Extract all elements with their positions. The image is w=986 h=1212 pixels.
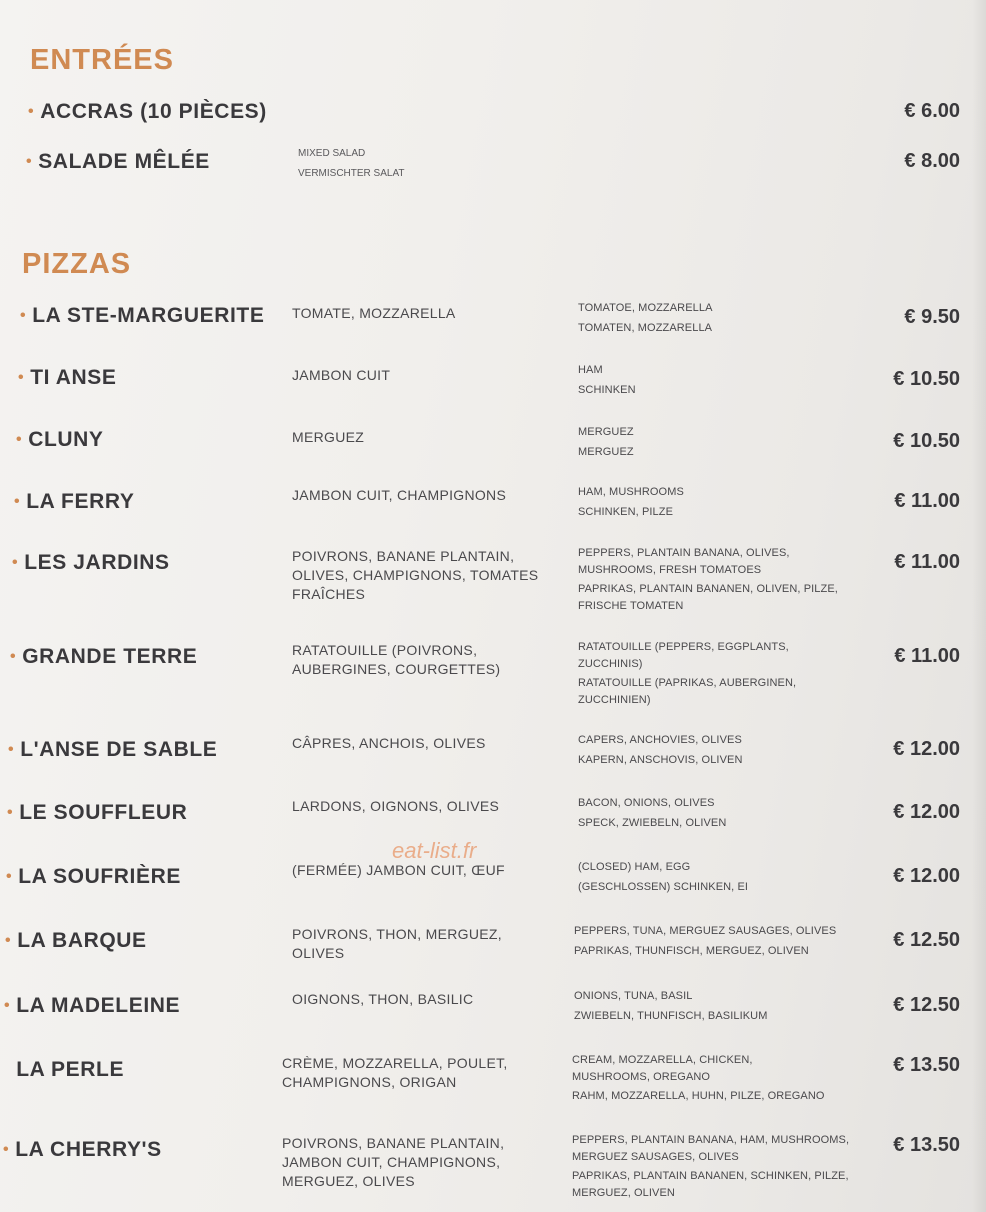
item-en: BACON, ONIONS, OLIVES xyxy=(578,797,715,809)
bullet-icon: • xyxy=(7,804,14,821)
item-name: LA CHERRY'S xyxy=(15,1138,162,1161)
item-name: ACCRAS (10 PIÈCES) xyxy=(40,100,267,123)
item-name: SALADE MÊLÉE xyxy=(38,150,210,173)
item-fr: POIVRONS, BANANE PLANTAIN, OLIVES, CHAMPIGNONS, TOMATES FRAÎCHES xyxy=(292,548,539,602)
item-name: LA PERLE xyxy=(16,1058,125,1081)
item-price: € 11.00 xyxy=(894,551,960,573)
bullet-icon: • xyxy=(12,554,19,571)
item-de: PAPRIKAS, PLANTAIN BANANEN, OLIVEN, PILZE, FRISCHE TOMATEN xyxy=(578,583,838,612)
bullet-icon: • xyxy=(10,648,17,665)
item-en: CAPERS, ANCHOVIES, OLIVES xyxy=(578,734,742,746)
item-fr: TOMATE, MOZZARELLA xyxy=(292,305,456,321)
bullet-icon: • xyxy=(26,153,33,170)
item-fr: POIVRONS, BANANE PLANTAIN, JAMBON CUIT, CHAMPIGNONS, MERGUEZ, OLIVES xyxy=(282,1135,505,1189)
item-en: TOMATOE, MOZZARELLA xyxy=(578,302,713,314)
bullet-icon: • xyxy=(8,741,15,758)
item-en: PEPPERS, TUNA, MERGUEZ SAUSAGES, OLIVES xyxy=(574,925,837,937)
item-price: € 13.50 xyxy=(893,1134,960,1156)
item-de: SPECK, ZWIEBELN, OLIVEN xyxy=(578,817,727,829)
item-fr: POIVRONS, THON, MERGUEZ, OLIVES xyxy=(292,926,502,961)
item-name: LES JARDINS xyxy=(24,551,170,574)
item-de: (GESCHLOSSEN) SCHINKEN, EI xyxy=(578,881,749,893)
item-price: € 9.50 xyxy=(904,306,960,328)
item-name: LE SOUFFLEUR xyxy=(19,801,188,824)
item-price: € 13.50 xyxy=(893,1054,960,1076)
item-de: RATATOUILLE (PAPRIKAS, AUBERGINEN, ZUCCHINIEN) xyxy=(578,677,797,706)
pizzas-title: PIZZAS xyxy=(22,248,132,280)
item-de: VERMISCHTER SALAT xyxy=(298,168,405,179)
item-en: HAM, MUSHROOMS xyxy=(578,486,684,498)
item-de: SCHINKEN xyxy=(578,384,636,396)
item-price: € 12.50 xyxy=(893,994,960,1016)
item-fr: OIGNONS, THON, BASILIC xyxy=(292,991,474,1007)
bullet-icon: • xyxy=(3,1141,10,1158)
item-name: LA BARQUE xyxy=(17,929,147,952)
item-de: KAPERN, ANSCHOVIS, OLIVEN xyxy=(578,754,743,766)
item-price: € 8.00 xyxy=(904,150,960,172)
watermark: eat-list.fr xyxy=(392,838,477,863)
item-price: € 12.00 xyxy=(893,865,960,887)
item-name: CLUNY xyxy=(28,428,104,451)
entrees-title: ENTRÉES xyxy=(30,44,174,76)
item-price: € 10.50 xyxy=(893,368,960,390)
item-de: ZWIEBELN, THUNFISCH, BASILIKUM xyxy=(574,1010,768,1022)
item-en: PEPPERS, PLANTAIN BANANA, HAM, MUSHROOMS, MERGUEZ SAUSAGES, OLIVES xyxy=(572,1134,850,1163)
bullet-icon: • xyxy=(16,431,23,448)
item-price: € 6.00 xyxy=(904,100,960,122)
item-en: (CLOSED) HAM, EGG xyxy=(578,861,691,873)
item-name: LA SOUFRIÈRE xyxy=(18,865,181,888)
item-price: € 12.50 xyxy=(893,929,960,951)
item-price: € 12.00 xyxy=(893,801,960,823)
item-fr: MERGUEZ xyxy=(292,429,365,445)
item-de: MERGUEZ xyxy=(578,446,634,458)
item-de: PAPRIKAS, PLANTAIN BANANEN, SCHINKEN, PILZE, MERGUEZ, OLIVEN xyxy=(572,1170,849,1199)
bullet-icon: • xyxy=(6,868,13,885)
item-price: € 11.00 xyxy=(894,645,960,667)
item-name: LA MADELEINE xyxy=(16,994,181,1017)
bullet-icon: • xyxy=(28,103,35,120)
item-fr: CÂPRES, ANCHOIS, OLIVES xyxy=(292,735,486,751)
item-name: LA STE-MARGUERITE xyxy=(32,304,265,327)
item-name: LA FERRY xyxy=(26,490,135,513)
item-en: CREAM, MOZZARELLA, CHICKEN, MUSHROOMS, OREGANO xyxy=(572,1054,753,1083)
item-en: HAM xyxy=(578,364,603,376)
item-fr: JAMBON CUIT, CHAMPIGNONS xyxy=(292,487,507,503)
item-en: ONIONS, TUNA, BASIL xyxy=(574,990,693,1002)
item-name: L'ANSE DE SABLE xyxy=(20,738,218,761)
item-price: € 10.50 xyxy=(893,430,960,452)
item-de: TOMATEN, MOZZARELLA xyxy=(578,322,713,334)
item-name: TI ANSE xyxy=(30,366,117,389)
bullet-icon: • xyxy=(18,369,25,386)
item-fr: JAMBON CUIT xyxy=(292,367,391,383)
item-price: € 11.00 xyxy=(894,490,960,512)
item-fr: CRÈME, MOZZARELLA, POULET, CHAMPIGNONS, ORIGAN xyxy=(282,1055,508,1090)
item-en: PEPPERS, PLANTAIN BANANA, OLIVES, MUSHROOMS, FRESH TOMATOES xyxy=(578,547,790,576)
item-en: MIXED SALAD xyxy=(298,148,366,159)
item-name: GRANDE TERRE xyxy=(22,645,198,668)
item-de: SCHINKEN, PILZE xyxy=(578,506,674,518)
bullet-icon: • xyxy=(14,493,21,510)
item-fr: RATATOUILLE (POIVRONS, AUBERGINES, COURGETTES) xyxy=(292,642,501,677)
item-de: RAHM, MOZZARELLA, HUHN, PILZE, OREGANO xyxy=(572,1090,825,1102)
item-fr: LARDONS, OIGNONS, OLIVES xyxy=(292,798,500,814)
item-fr: (FERMÉE) JAMBON CUIT, ŒUF xyxy=(292,862,505,878)
bullet-icon: • xyxy=(20,307,27,324)
item-price: € 12.00 xyxy=(893,738,960,760)
bullet-icon: • xyxy=(4,997,11,1014)
item-de: PAPRIKAS, THUNFISCH, MERGUEZ, OLIVEN xyxy=(574,945,809,957)
item-en: RATATOUILLE (PEPPERS, EGGPLANTS, ZUCCHINIS) xyxy=(578,641,789,670)
bullet-icon: • xyxy=(5,932,12,949)
item-en: MERGUEZ xyxy=(578,426,634,438)
